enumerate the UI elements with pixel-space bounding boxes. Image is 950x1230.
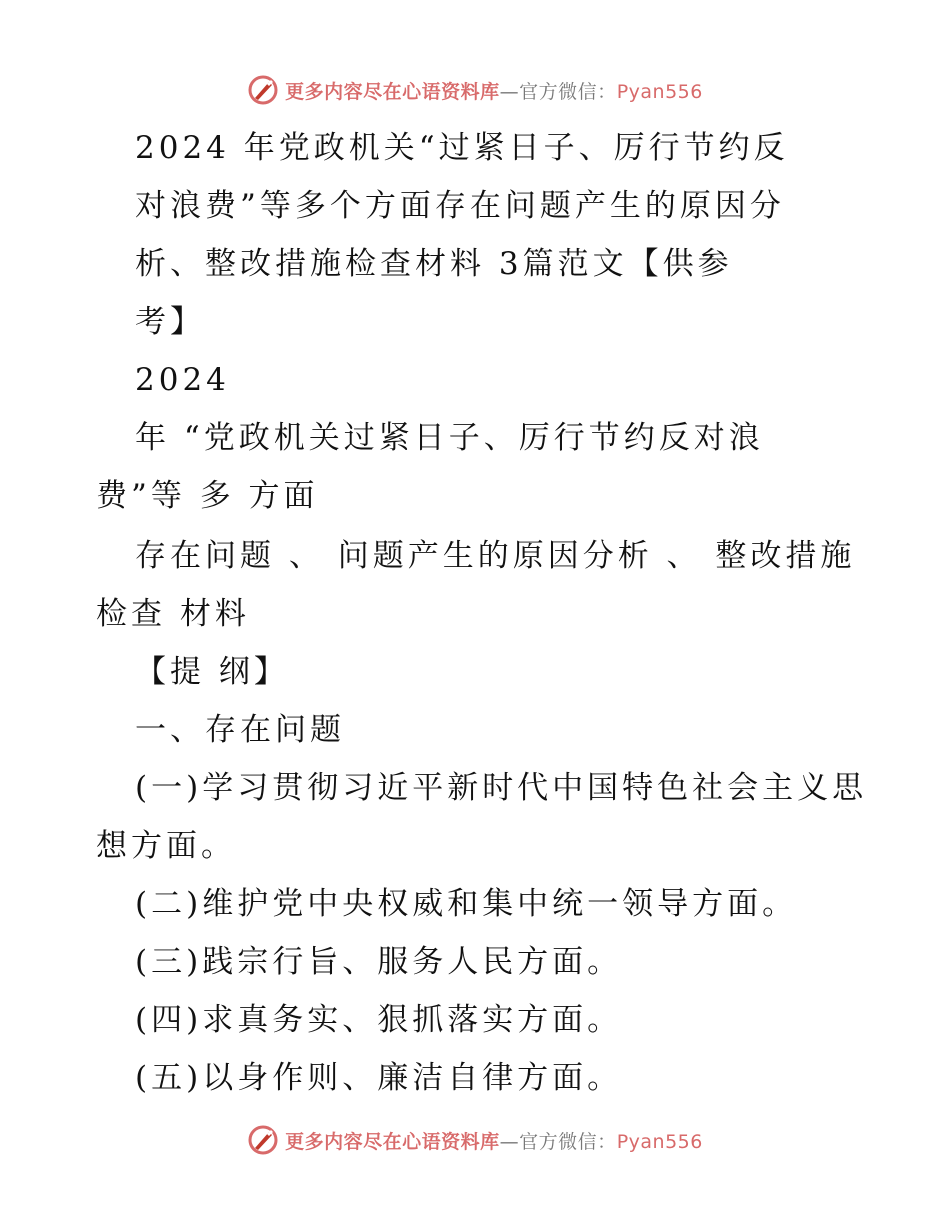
outline-item-2: (二)维护党中央权威和集中统一领导方面。 [135,886,798,922]
watermark-text: 更多内容尽在心语资料库—官方微信：Pyan556 [285,1130,703,1153]
section-heading: 一、存在问题 [135,712,345,748]
watermark-text: 更多内容尽在心语资料库—官方微信：Pyan556 [285,80,703,103]
outline-item-1: (一)学习贯彻习近平新时代中国特色社会主义思 [135,770,868,806]
outline-item-1-continued: 想方面。 [96,828,236,864]
quill-logo-icon [247,1124,279,1156]
outline-item-4: (四)求真务实、狠抓落实方面。 [135,1002,623,1038]
outline-heading: 【提 纲】 [135,654,289,690]
outline-item-5: (五)以身作则、廉洁自律方面。 [135,1060,623,1096]
doc-subtitle-line-1: 2024 [135,362,230,398]
doc-title-line-3: 析、整改措施检查材料 3篇范文【供参 [135,246,733,282]
doc-title-line-4: 考】 [135,304,205,340]
doc-subtitle-line-4: 存在问题 、 问题产生的原因分析 、 整改措施 [135,538,856,574]
outline-item-3: (三)践宗行旨、服务人民方面。 [135,944,623,980]
doc-subtitle-line-3: 费”等 多 方面 [96,478,319,514]
watermark-footer [0,1120,950,1160]
doc-title-line-2: 对浪费”等多个方面存在问题产生的原因分 [135,188,785,224]
doc-title-line-1: 2024 年党政机关“过紧日子、厉行节约反 [135,130,789,166]
doc-subtitle-line-5: 检查 材料 [96,596,250,632]
doc-subtitle-line-2: 年 “党政机关过紧日子、厉行节约反对浪 [135,420,764,456]
